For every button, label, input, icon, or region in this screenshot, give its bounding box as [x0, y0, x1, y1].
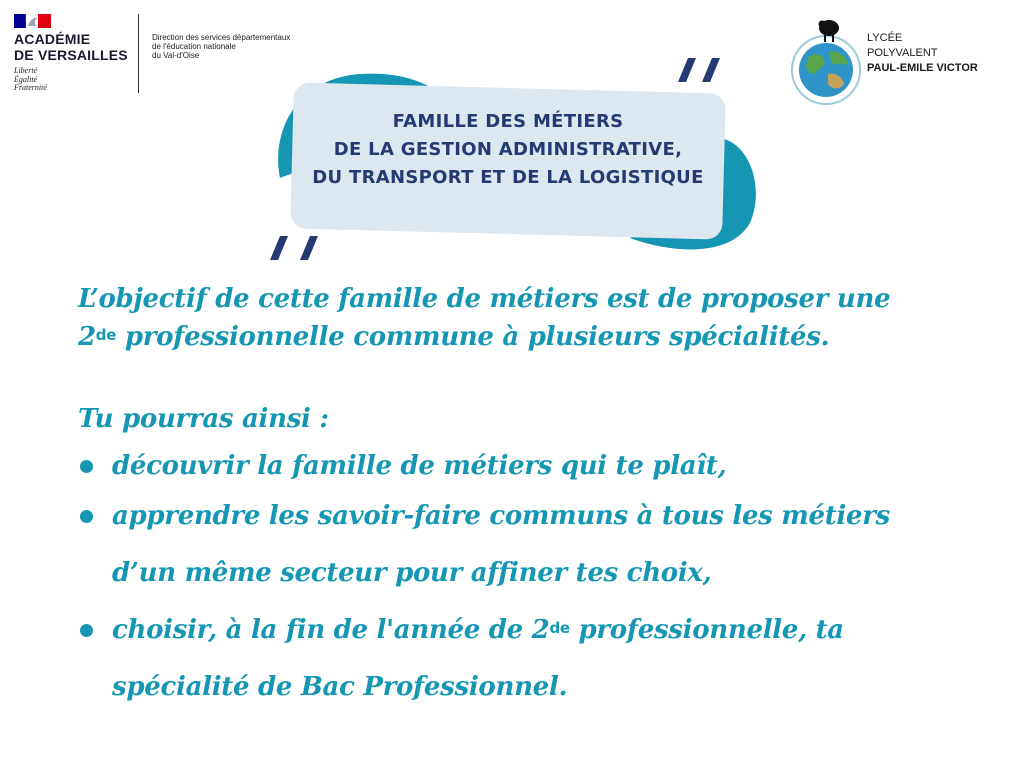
- quote-marks-bottom-icon: [266, 232, 328, 264]
- bullet-dot-icon: [80, 624, 93, 637]
- academie-line1: ACADÉMIE: [14, 31, 91, 47]
- list-item: [78, 488, 958, 602]
- list-item-text-prefix: choisir, à la fin de l'année de 2: [112, 615, 550, 645]
- bullet-dot-icon: [80, 460, 93, 473]
- dsden-line3: du Val-d'Oise: [152, 51, 200, 60]
- dsden-line2: de l'éducation nationale: [152, 42, 236, 51]
- header-divider: [138, 14, 139, 93]
- bullet-dot-icon: [80, 510, 93, 523]
- quote-marks-top-icon: [674, 54, 734, 86]
- lycee-name: PAUL-EMILE VICTOR: [867, 62, 978, 74]
- list-item-sup: de: [549, 619, 570, 637]
- list-item: [78, 602, 958, 716]
- intro-line2-sup: de: [95, 326, 117, 344]
- motto-liberte: Liberté: [14, 66, 38, 75]
- lycee-line1: LYCÉE: [867, 32, 903, 44]
- list-item-text: spécialité de Bac Professionnel.: [112, 672, 568, 702]
- motto-egalite: Égalité: [14, 74, 38, 84]
- academie-line2: DE VERSAILLES: [14, 47, 128, 63]
- republic-motto: [14, 67, 47, 93]
- list-item-text-rest: professionnelle, ta: [569, 615, 844, 645]
- list-item-text: d’un même secteur pour affiner tes choix,: [112, 558, 712, 588]
- dsden-line1: Direction des services départementaux: [152, 33, 291, 42]
- banner-line1: FAMILLE DES MÉTIERS: [392, 111, 624, 132]
- list-item: [78, 444, 958, 488]
- list-title: Tu pourras ainsi :: [78, 404, 329, 434]
- intro-line2: [78, 318, 958, 356]
- banner-title: [300, 108, 716, 192]
- intro-line1: L’objectif de cette famille de métiers est de proposer une: [78, 284, 891, 314]
- globe-sheep-logo-icon: [786, 14, 866, 106]
- main-content: [78, 280, 958, 702]
- list-item-text: [112, 602, 958, 659]
- list-item-text: découvrir la famille de métiers qui te plaît,: [112, 451, 727, 481]
- intro-paragraph: [78, 280, 958, 356]
- banner-line3: DU TRANSPORT ET DE LA LOGISTIQUE: [312, 167, 704, 188]
- intro-line2-prefix: 2: [78, 322, 96, 352]
- marianne-logo-icon: [14, 14, 51, 28]
- banner-line2: DE LA GESTION ADMINISTRATIVE,: [333, 139, 683, 160]
- academie-title: [14, 31, 128, 63]
- intro-line2-rest: professionnelle commune à plusieurs spécialités.: [116, 322, 830, 352]
- dsden-label: [152, 33, 290, 60]
- list-item-text: apprendre les savoir-faire communs à tous les métiers: [112, 501, 890, 531]
- lycee-line2: POLYVALENT: [867, 47, 938, 59]
- bullet-list: [78, 444, 958, 716]
- lycee-label: [867, 31, 978, 76]
- motto-fraternite: Fraternité: [14, 83, 47, 92]
